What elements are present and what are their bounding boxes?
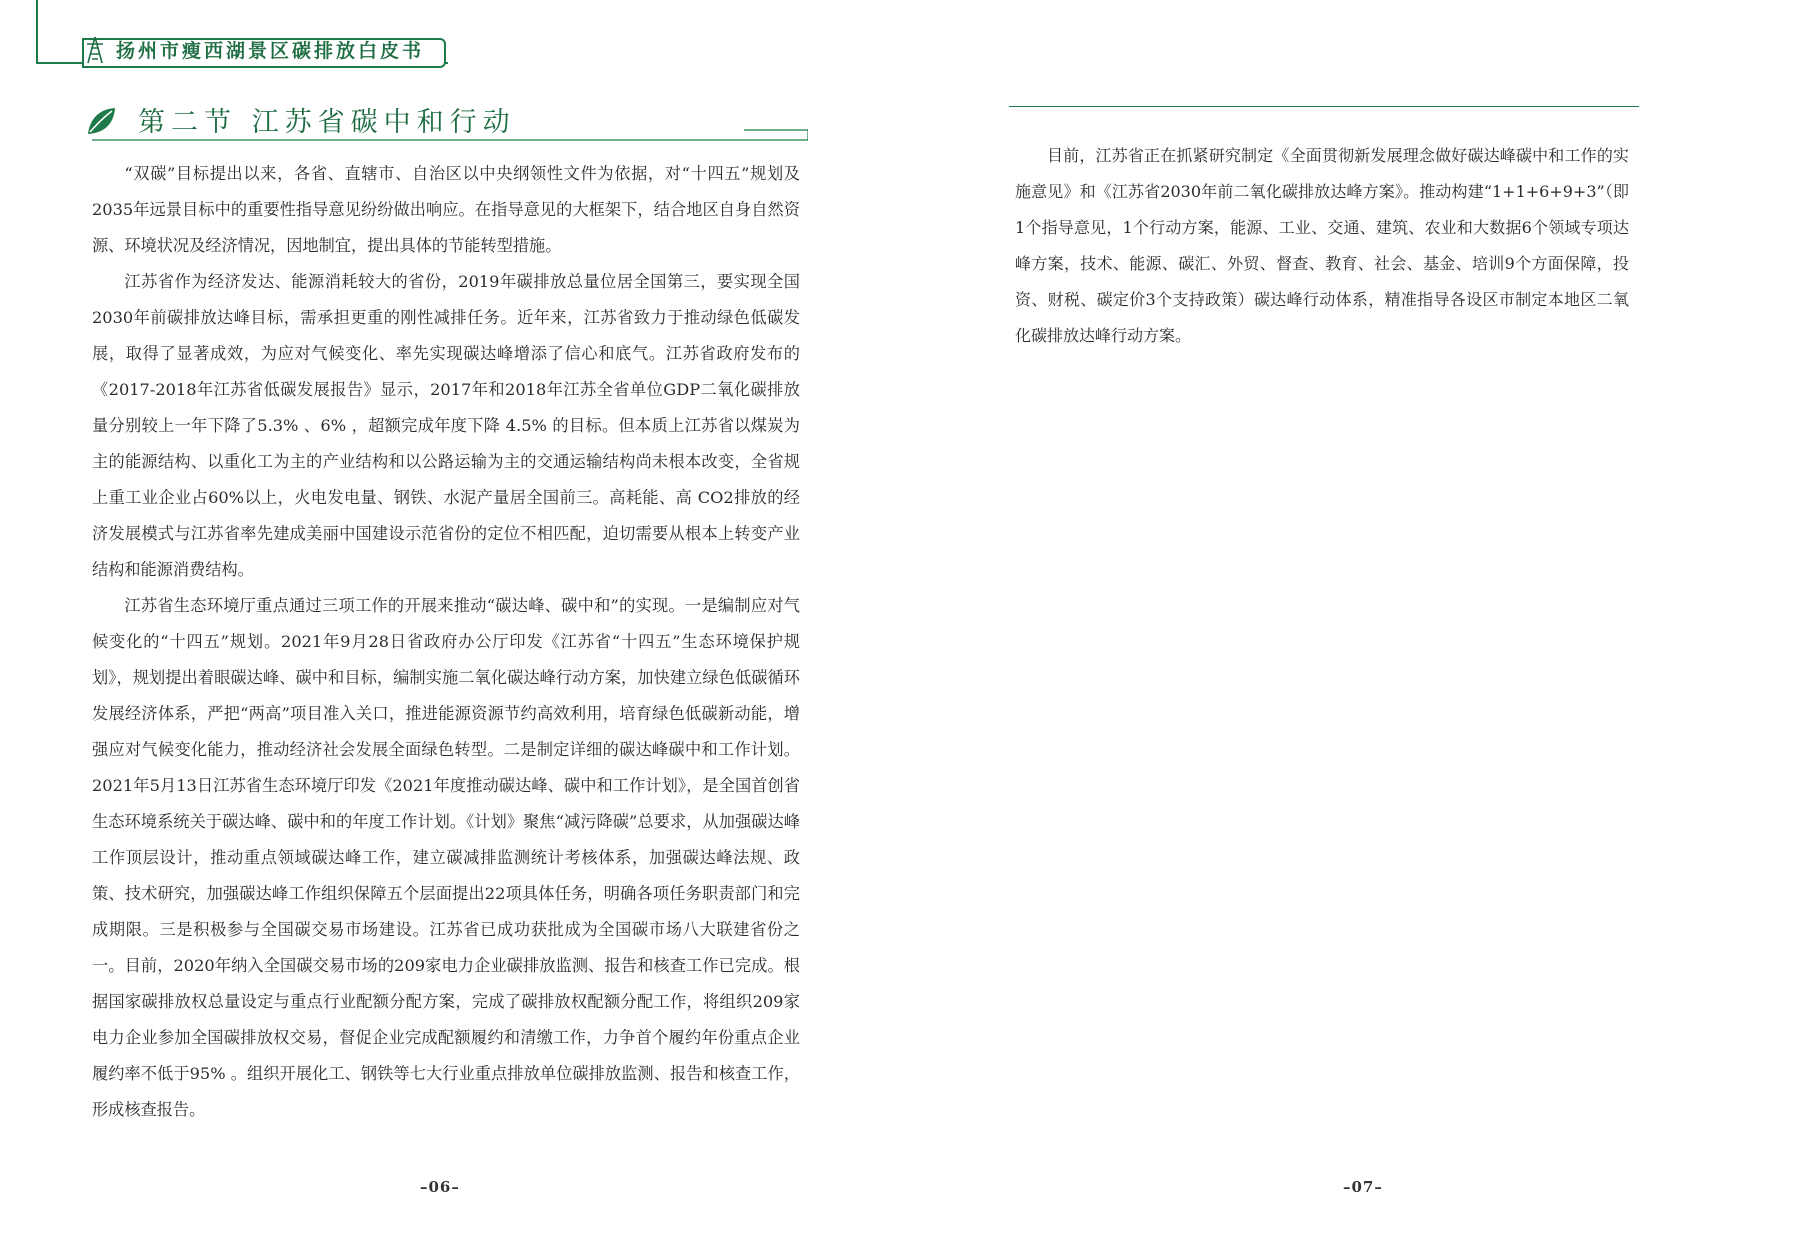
page-number: –06– bbox=[420, 1178, 460, 1196]
book-title: 扬州市瘦西湖景区碳排放白皮书 bbox=[116, 40, 425, 62]
paragraph: 目前，江苏省正在抓紧研究制定《全面贯彻新发展理念做好碳达峰碳中和工作的实施意见》和《江苏省2030年前二氧化碳排放达峰方案》。推动构建“1+1+6+9+3”（即1个指导意见，1个行动方案，能源、工业、交通、建筑、农业和大数据6个领域专项达峰方案，技术、能源、碳汇、外贸、督查、教育、社会、基金、培训9个方面保障，投资、财税、碳定价3个支持政策）碳达峰行动体系，精准指导各设区市制定本地区二氧化碳排放达峰行动方案。 bbox=[1015, 146, 1629, 345]
top-rule bbox=[1009, 106, 1639, 107]
section-underline bbox=[92, 126, 808, 144]
paragraph: 江苏省作为经济发达、能源消耗较大的省份，2019年碳排放总量位居全国第三，要实现全国2030年前碳排放达峰目标，需承担更重的刚性减排任务。近年来，江苏省致力于推动绿色低碳发展，取得了显著成效，为应对气候变化、率先实现碳达峰增添了信心和底气。江苏省政府发布的《2017-2018年江苏省低碳发展报告》显示，2017年和2018年江苏全省单位GDP二氧化碳排放量分别较上一年下降了5.3% 、6% ，超额完成年度下降 4.5% 的目标。但本质上江苏省以煤炭为主的能源结构、以重化工为主的产业结构和以公路运输为主的交通运输结构尚未根本改变，全省规上重工业企业占60%以上，火电发电量、钢铁、水泥产量居全国前三。高耗能、高 CO2排放的经济发展模式与江苏省率先建成美丽中国建设示范省份的定位不相匹配，迫切需要从根本上转变产业结构和能源消费结构。 bbox=[92, 272, 800, 579]
paragraph: 江苏省生态环境厅重点通过三项工作的开展来推动“碳达峰、碳中和”的实现。一是编制应对气候变化的“十四五”规划。2021年9月28日省政府办公厅印发《江苏省“十四五”生态环境保护规划》，规划提出着眼碳达峰、碳中和目标，编制实施二氧化碳达峰行动方案，加快建立绿色低碳循环发展经济体系，严把“两高”项目准入关口，推进能源资源节约高效利用，培育绿色低碳新动能，增强应对气候变化能力，推动经济社会发展全面绿色转型。二是制定详细的碳达峰碳中和工作计划。2021年5月13日江苏省生态环境厅印发《2021年度推动碳达峰、碳中和工作计划》，是全国首创省生态环境系统关于碳达峰、碳中和的年度工作计划。《计划》聚焦“减污降碳”总要求，从加强碳达峰工作顶层设计，推动重点领域碳达峰工作，建立碳减排监测统计考核体系，加强碳达峰法规、政策、技术研究，加强碳达峰工作组织保障五个层面提出22项具体任务，明确各项任务职责部门和完成期限。三是积极参与全国碳交易市场建设。江苏省已成功获批成为全国碳市场八大联建省份之一。目前，2020年纳入全国碳交易市场的209家电力企业碳排放监测、报告和核查工作已完成。根据国家碳排放权总量设定与重点行业配额分配方案，完成了碳排放权配额分配工作，将组织209家电力企业参加全国碳排放权交易，督促企业完成配额履约和清缴工作，力争首个履约年份重点企业履约率不低于95% 。组织开展化工、钢铁等七大行业重点排放单位碳排放监测、报告和核查工作，形成核查报告。 bbox=[92, 596, 800, 1119]
page-number: –07– bbox=[1343, 1178, 1383, 1196]
right-body-text bbox=[1015, 138, 1629, 354]
left-page bbox=[0, 0, 905, 1237]
right-page bbox=[905, 0, 1811, 1237]
tower-logo-icon bbox=[84, 36, 106, 64]
paragraph: “双碳”目标提出以来，各省、直辖市、自治区以中央纲领性文件为依据，对“十四五”规划及2035年远景目标中的重要性指导意见纷纷做出响应。在指导意见的大框架下，结合地区自身自然资源、环境状况及经济情况，因地制宜，提出具体的节能转型措施。 bbox=[92, 164, 800, 255]
section-title: 第二节 江苏省碳中和行动 bbox=[138, 107, 516, 138]
left-body-text bbox=[92, 156, 800, 1128]
